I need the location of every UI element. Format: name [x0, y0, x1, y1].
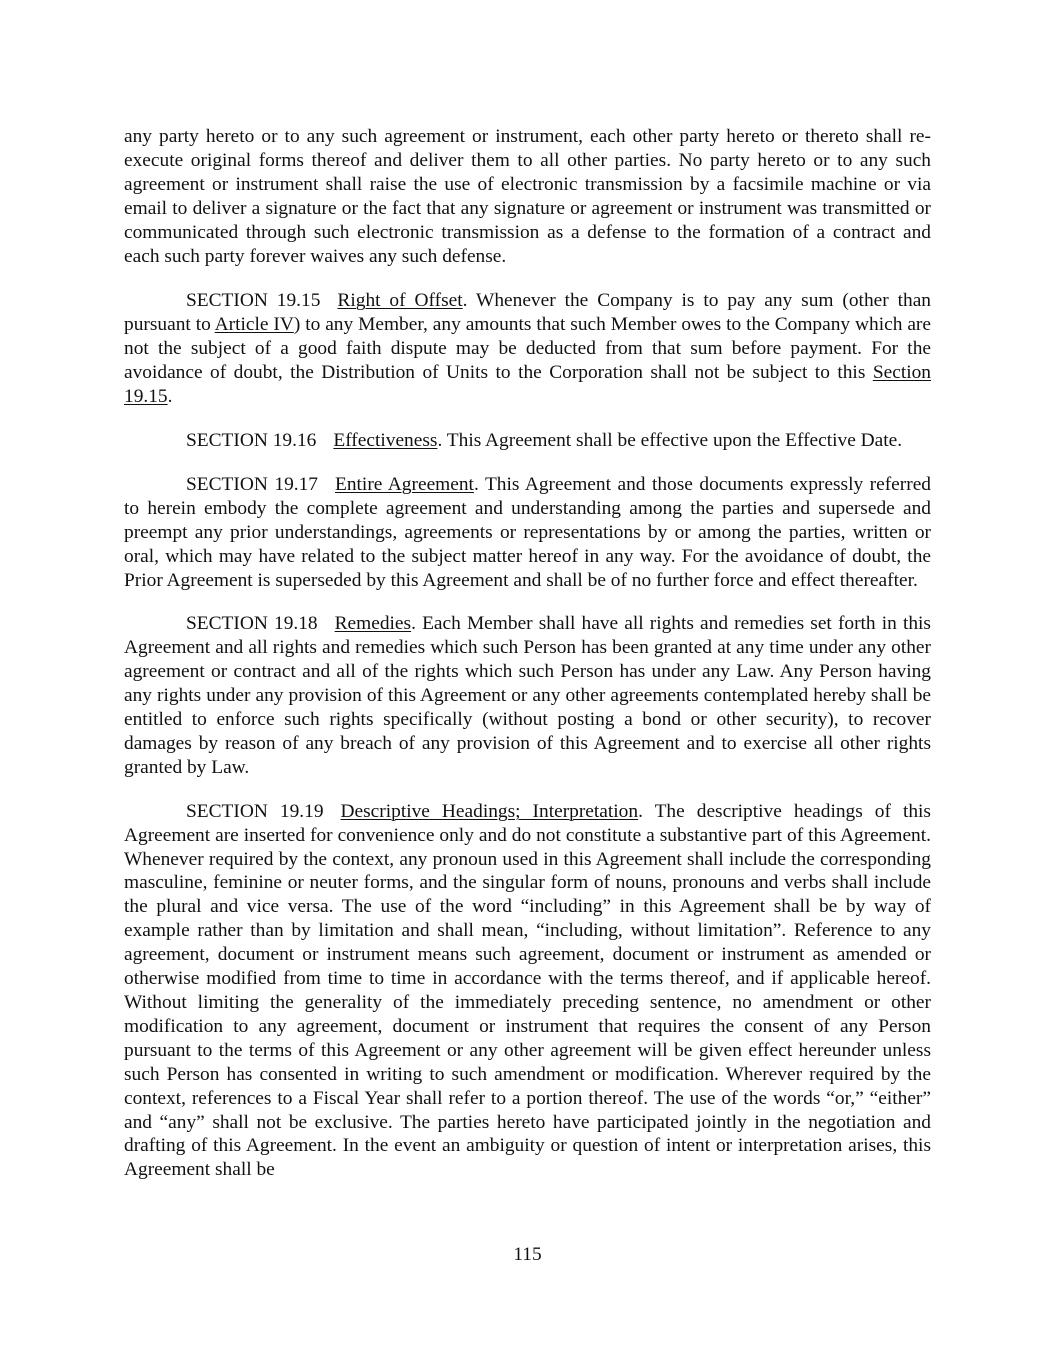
section-number: SECTION 19.18 [186, 613, 318, 635]
section-19-17-paragraph [124, 473, 931, 593]
section-19-19-paragraph [124, 800, 931, 1183]
section-19-18-paragraph [124, 612, 931, 779]
section-19-15-paragraph [124, 289, 931, 409]
section-body-continued: ) to any Member, any amounts that such Member owes to the Company which are not the subject of a good faith dispute may be deducted from that sum before payment. For the avoidance of doubt, the Distribution of Units to the Corporation shall not be subject to this [124, 314, 931, 384]
section-number: SECTION 19.16 [186, 429, 317, 451]
section-body: . Whenever the Company is to pay any sum (other than pursuant to [124, 290, 931, 336]
section-heading: Right of Offset [337, 290, 463, 312]
intro-paragraph: any party hereto or to any such agreement or instrument, each other party hereto or thereto shall re-execute original forms thereof and deliver them to all other parties. No party hereto or to any such agreement or instrument shall raise the use of electronic transmission by a facsimile machine or via email to deliver a signature or the fact that any signature or agreement or instrument was transmitted or communicated through such electronic transmission as a defense to the formation of a contract and each such party forever waives any such defense. [124, 126, 931, 267]
article-iv-reference: Article IV [214, 314, 294, 336]
section-heading: Entire Agreement [335, 473, 474, 495]
section-body: . This Agreement and those documents expressly referred to herein embody the complete agreement and understanding among the parties and supersede and preempt any prior understandings, agreements or representations by or among the parties, written or oral, which may have related to the subject matter hereof in any way. For the avoidance of doubt, the Prior Agreement is superseded by this Agreement and shall be of no further force and effect thereafter. [124, 473, 931, 591]
section-body: . Each Member shall have all rights and remedies set forth in this Agreement and all rights and remedies which such Person has been granted at any time under any other agreement or contract and all of the rights which such Person has under any Law. Any Person having any rights under any provision of this Agreement or any other agreements contemplated hereby shall be entitled to enforce such rights specifically (without posting a bond or other security), to recover damages by reason of any breach of any provision of this Agreement and to exercise all other rights granted by Law. [124, 613, 931, 778]
section-body: . The descriptive headings of this Agreement are inserted for convenience only and do not constitute a substantive part of this Agreement. Whenever required by the context, any pronoun used in this Agreement shall include the corresponding masculine, feminine or neuter forms, and the singular form of nouns, pronouns and verbs shall include the plural and vice versa. The use of the word “including” in this Agreement shall be by way of example rather than by limitation and shall mean, “including, without limitation”. Reference to any agreement, document or instrument means such agreement, document or instrument as amended or otherwise modified from time to time in accordance with the terms thereof, and if applicable hereof. Without limiting the generality of the immediately preceding sentence, no amendment or other modification to any agreement, document or instrument that requires the consent of any Person pursuant to the terms of this Agreement or any other agreement will be given effect hereunder unless such Person has consented in writing to such amendment or modification. Wherever required by the context, references to a Fiscal Year shall refer to a portion thereof. The use of the words “or,” “either” and “any” shall not be exclusive. The parties hereto have participated jointly in the negotiation and drafting of this Agreement. In the event an ambiguity or question of intent or interpretation arises, this Agreement shall be [124, 800, 931, 1181]
section-number: SECTION 19.19 [186, 800, 324, 822]
section-heading: Descriptive Headings; Interpretation [340, 800, 639, 822]
section-heading: Effectiveness [333, 429, 438, 451]
section-19-16-paragraph [124, 429, 931, 453]
section-body: . This Agreement shall be effective upon the Effective Date. [437, 429, 903, 451]
section-19-15-reference: Section 19.15 [124, 362, 931, 408]
section-body-end: . [167, 386, 173, 408]
page-number: 115 [513, 1244, 542, 1265]
document-page [124, 125, 931, 1202]
section-heading: Remedies [334, 613, 412, 635]
section-number: SECTION 19.15 [186, 290, 321, 312]
section-number: SECTION 19.17 [186, 473, 318, 495]
